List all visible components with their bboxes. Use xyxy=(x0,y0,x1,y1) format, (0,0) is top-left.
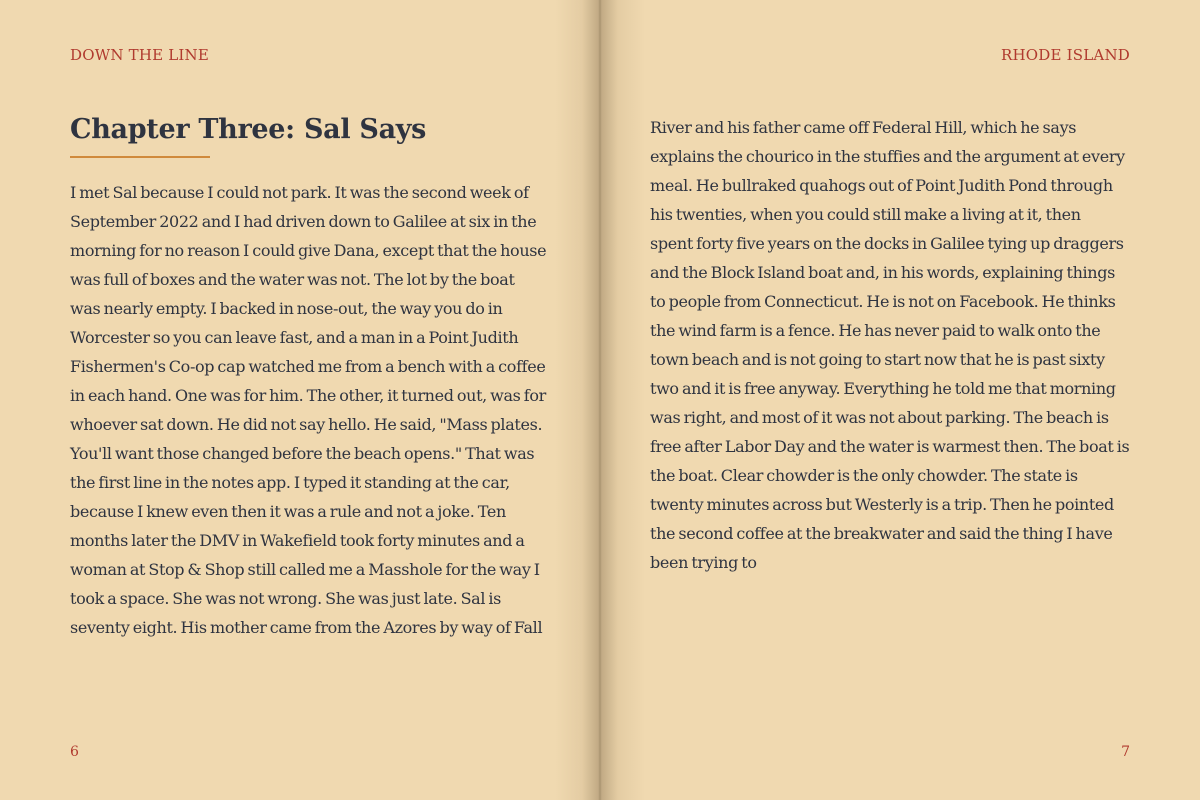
page-number-left: 6 xyxy=(70,744,79,760)
text-line: woman at Stop & Shop still called me a Masshole for the way I xyxy=(70,560,540,579)
text-line: free after Labor Day and the water is warmest then. The boat is xyxy=(650,437,1130,456)
text-line: his twenties, when you could still make a living at it, then xyxy=(650,205,1081,224)
text-line: whoever sat down. He did not say hello. He said, "Mass plates. xyxy=(70,415,543,434)
running-head-left: DOWN THE LINE xyxy=(70,46,209,64)
text-line: I met Sal because I could not park. It was the second week of xyxy=(70,183,529,202)
chapter-title: Chapter Three: Sal Says xyxy=(70,114,427,145)
text-line: and the Block Island boat and, in his words, explaining things xyxy=(650,263,1116,282)
text-line: You'll want those changed before the beach opens." That was xyxy=(70,444,535,463)
text-line: spent forty five years on the docks in Galilee tying up draggers xyxy=(650,234,1124,253)
text-line: the second coffee at the breakwater and said the thing I have xyxy=(650,524,1113,543)
right-page xyxy=(600,0,1200,800)
text-line: meal. He bullraked quahogs out of Point Judith Pond through xyxy=(650,176,1113,195)
text-line: because I knew even then it was a rule and not a joke. Ten xyxy=(70,502,506,521)
text-line: River and his father came off Federal Hill, which he says xyxy=(650,118,1077,137)
text-line: twenty minutes across but Westerly is a trip. Then he pointed xyxy=(650,495,1114,514)
text-line: the boat. Clear chowder is the only chowder. The state is xyxy=(650,466,1078,485)
text-line: was full of boxes and the water was not. The lot by the boat xyxy=(70,270,515,289)
text-line: morning for no reason I could give Dana, except that the house xyxy=(70,241,547,260)
text-line: Fishermen's Co-op cap watched me from a bench with a coffee xyxy=(70,357,546,376)
text-line: the wind farm is a fence. He has never paid to walk onto the xyxy=(650,321,1101,340)
running-head-right: RHODE ISLAND xyxy=(1001,46,1130,64)
text-line: the first line in the notes app. I typed it standing at the car, xyxy=(70,473,510,492)
text-line: seventy eight. His mother came from the Azores by way of Fall xyxy=(70,618,543,637)
text-line: Worcester so you can leave fast, and a man in a Point Judith xyxy=(70,328,519,347)
page-number-right: 7 xyxy=(1121,744,1130,760)
right-body-text xyxy=(650,113,1155,577)
text-line: been trying to xyxy=(650,553,757,572)
title-underline xyxy=(70,156,210,158)
text-line: took a space. She was not wrong. She was just late. Sal is xyxy=(70,589,501,608)
text-line: two and it is free anyway. Everything he told me that morning xyxy=(650,379,1116,398)
text-line: in each hand. One was for him. The other, it turned out, was for xyxy=(70,386,546,405)
text-line: was right, and most of it was not about parking. The beach is xyxy=(650,408,1109,427)
text-line: to people from Connecticut. He is not on Facebook. He thinks xyxy=(650,292,1116,311)
text-line: explains the chourico in the stuffies and the argument at every xyxy=(650,147,1125,166)
text-line: town beach and is not going to start now that he is past sixty xyxy=(650,350,1105,369)
text-line: was nearly empty. I backed in nose-out, the way you do in xyxy=(70,299,503,318)
left-body-text xyxy=(70,178,565,642)
text-line: months later the DMV in Wakefield took forty minutes and a xyxy=(70,531,525,550)
text-line: September 2022 and I had driven down to Galilee at six in the xyxy=(70,212,537,231)
